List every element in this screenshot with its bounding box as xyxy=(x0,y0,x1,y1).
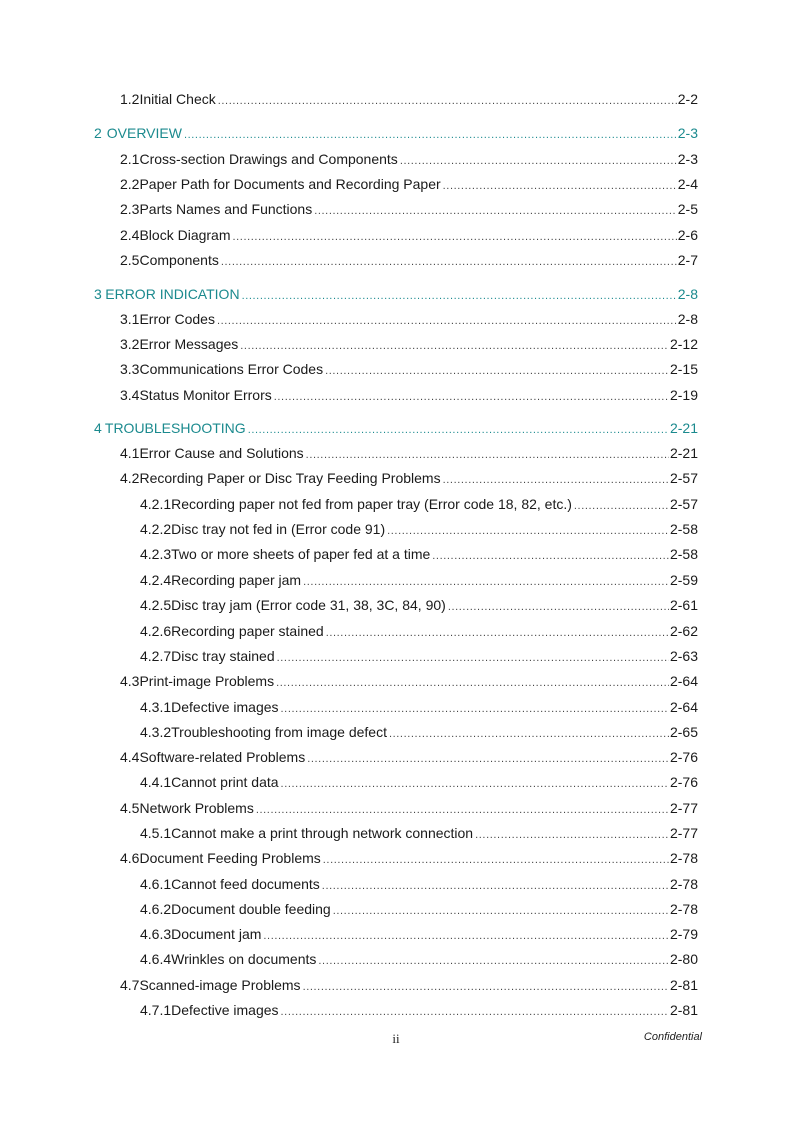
toc-entry-page: 2-12 xyxy=(669,336,698,352)
toc-entry-page: 2-15 xyxy=(669,361,698,377)
toc-entry[interactable] xyxy=(120,976,698,994)
confidential-label: Confidential xyxy=(643,1031,702,1043)
toc-entry-page: 2-3 xyxy=(677,125,698,141)
dot-leader xyxy=(333,902,669,920)
toc-entry[interactable] xyxy=(120,386,698,404)
toc-entry-number: 2.3 xyxy=(120,201,140,217)
dot-leader xyxy=(281,1003,669,1021)
toc-entry[interactable] xyxy=(120,849,698,867)
dot-leader xyxy=(242,287,677,305)
toc-entry[interactable] xyxy=(140,698,698,716)
toc-entry-page: 2-78 xyxy=(669,901,698,917)
dot-leader xyxy=(263,927,669,945)
toc-entry[interactable] xyxy=(120,335,698,353)
toc-entry[interactable] xyxy=(140,596,698,614)
toc-entry-title: Software-related Problems xyxy=(139,749,306,765)
dot-leader xyxy=(574,497,669,515)
toc-entry-number: 3 xyxy=(94,286,102,302)
toc-entry-page: 2-65 xyxy=(669,724,698,740)
toc-entry-title: Network Problems xyxy=(139,800,254,816)
toc-entry-title: Troubleshooting from image defect xyxy=(171,724,387,740)
toc-entry-number: 4.2.3 xyxy=(140,546,172,562)
toc-entry-number: 4.6.4 xyxy=(140,951,172,967)
toc-entry-number: 4.2.2 xyxy=(140,521,172,537)
toc-entry[interactable] xyxy=(140,950,698,968)
toc-entry-number: 4.4 xyxy=(120,749,140,765)
toc-entry-page: 2-4 xyxy=(677,176,698,192)
toc-entry-title: Wrinkles on documents xyxy=(171,951,317,967)
toc-entry-page: 2-21 xyxy=(669,445,698,461)
toc-entry-title: Parts Names and Functions xyxy=(139,201,313,217)
toc-entry-number: 4.2.6 xyxy=(140,623,172,639)
toc-entry-title: Error Cause and Solutions xyxy=(139,445,304,461)
toc-entry-title: Block Diagram xyxy=(139,227,231,243)
toc-entry-number: 4.2.1 xyxy=(140,496,172,512)
toc-entry[interactable] xyxy=(120,469,698,487)
dot-leader xyxy=(389,725,669,743)
toc-entry-title: Document jam xyxy=(171,926,262,942)
toc-entry-number: 4.6.3 xyxy=(140,926,172,942)
toc-entry-page: 2-78 xyxy=(669,876,698,892)
dot-leader xyxy=(307,750,669,768)
dot-leader xyxy=(240,337,669,355)
toc-entry-page: 2-21 xyxy=(669,420,698,436)
toc-entry-page: 2-77 xyxy=(669,825,698,841)
toc-entry-page: 2-8 xyxy=(677,286,698,302)
toc-entry-number: 4.6.2 xyxy=(140,901,172,917)
toc-entry-number: 3.4 xyxy=(120,387,140,403)
toc-chapter-entry[interactable] xyxy=(94,124,698,142)
toc-entry-page: 2-78 xyxy=(669,850,698,866)
toc-entry-title: Error Messages xyxy=(139,336,239,352)
toc-entry-title: Recording paper stained xyxy=(171,623,324,639)
toc-entry[interactable] xyxy=(120,672,698,690)
dot-leader xyxy=(318,952,669,970)
toc-entry-number: 4.2.7 xyxy=(140,648,172,664)
toc-entry[interactable] xyxy=(120,150,698,168)
toc-entry-number: 4 xyxy=(94,420,102,436)
toc-entry-number: 4.5.1 xyxy=(140,825,172,841)
toc-entry-number: 3.2 xyxy=(120,336,140,352)
toc-entry-title: Paper Path for Documents and Recording Paper xyxy=(139,176,441,192)
toc-entry-title: Error Codes xyxy=(139,311,215,327)
dot-leader xyxy=(387,522,669,540)
dot-leader xyxy=(233,228,677,246)
toc-entry[interactable] xyxy=(120,360,698,378)
dot-leader xyxy=(306,446,669,464)
toc-entry-page: 2-62 xyxy=(669,623,698,639)
dot-leader xyxy=(326,624,669,642)
dot-leader xyxy=(443,177,677,195)
toc-entry-title: Disc tray not fed in (Error code 91) xyxy=(171,521,386,537)
toc-entry-page: 2-7 xyxy=(677,252,698,268)
toc-entry[interactable] xyxy=(120,175,698,193)
toc-entry-number: 3.3 xyxy=(120,361,140,377)
dot-leader xyxy=(443,471,669,489)
dot-leader xyxy=(274,388,669,406)
toc-entry-page: 2-81 xyxy=(669,977,698,993)
toc-entry-page: 2-76 xyxy=(669,749,698,765)
toc-entry-title: OVERVIEW xyxy=(106,125,182,141)
toc-entry-page: 2-57 xyxy=(669,470,698,486)
toc-entry-title: Cross-section Drawings and Components xyxy=(139,151,398,167)
toc-entry-number: 4.2.4 xyxy=(140,572,172,588)
dot-leader xyxy=(448,598,669,616)
dot-leader xyxy=(184,126,677,144)
toc-entry-title: Scanned-image Problems xyxy=(139,977,301,993)
toc-entry[interactable] xyxy=(140,925,698,943)
toc-entry-number: 4.3 xyxy=(120,673,140,689)
toc-entry-title: Cannot feed documents xyxy=(171,876,320,892)
dot-leader xyxy=(475,826,669,844)
dot-leader xyxy=(256,801,669,819)
toc-entry-title: Components xyxy=(139,252,219,268)
toc-entry-number: 2.2 xyxy=(120,176,140,192)
toc-entry[interactable] xyxy=(140,900,698,918)
toc-entry-page: 2-80 xyxy=(669,951,698,967)
dot-leader xyxy=(322,877,669,895)
toc-entry[interactable] xyxy=(140,773,698,791)
toc-entry-page: 2-58 xyxy=(669,546,698,562)
toc-entry[interactable] xyxy=(120,444,698,462)
toc-entry[interactable] xyxy=(120,799,698,817)
toc-entry-title: Recording paper not fed from paper tray (Error code 18, 82, etc.) xyxy=(171,496,572,512)
dot-leader xyxy=(281,775,669,793)
toc-entry-page: 2-8 xyxy=(677,311,698,327)
toc-entry-page: 2-64 xyxy=(669,673,698,689)
toc-entry[interactable] xyxy=(120,748,698,766)
dot-leader xyxy=(248,421,669,439)
toc-entry-number: 1.2 xyxy=(120,91,140,107)
toc-entry-page: 2-64 xyxy=(669,699,698,715)
toc-entry-number: 4.3.1 xyxy=(140,699,172,715)
toc-entry-page: 2-63 xyxy=(669,648,698,664)
dot-leader xyxy=(277,649,669,667)
toc-entry[interactable] xyxy=(120,200,698,218)
dot-leader xyxy=(303,573,669,591)
toc-entry-page: 2-79 xyxy=(669,926,698,942)
dot-leader xyxy=(218,92,677,110)
dot-leader xyxy=(314,202,677,220)
toc-entry-title: Status Monitor Errors xyxy=(139,387,272,403)
page-number: ii xyxy=(392,1031,400,1046)
toc-entry[interactable] xyxy=(140,571,698,589)
toc-entry-number: 4.4.1 xyxy=(140,774,172,790)
toc-entry-title: Print-image Problems xyxy=(139,673,275,689)
toc-entry[interactable] xyxy=(140,723,698,741)
toc-entry[interactable] xyxy=(140,647,698,665)
toc-entry[interactable] xyxy=(140,495,698,513)
toc-entry-number: 2 xyxy=(94,125,102,141)
toc-entry-title: Disc tray jam (Error code 31, 38, 3C, 84, 90) xyxy=(171,597,446,613)
toc-entry-title: Defective images xyxy=(171,1002,279,1018)
toc-entry-number: 4.2 xyxy=(120,470,140,486)
toc-entry-number: 3.1 xyxy=(120,311,140,327)
toc-entry-page: 2-76 xyxy=(669,774,698,790)
toc-entry-page: 2-61 xyxy=(669,597,698,613)
toc-entry-number: 2.4 xyxy=(120,227,140,243)
toc-entry-title: Document double feeding xyxy=(171,901,331,917)
dot-leader xyxy=(400,152,677,170)
toc-entry-title: ERROR INDICATION xyxy=(105,286,240,302)
dot-leader xyxy=(221,253,677,271)
toc-chapter-entry[interactable] xyxy=(94,285,698,303)
dot-leader xyxy=(432,547,669,565)
toc-entry[interactable] xyxy=(120,310,698,328)
toc-entry-number: 4.7.1 xyxy=(140,1002,172,1018)
dot-leader xyxy=(323,851,669,869)
toc-entry-page: 2-57 xyxy=(669,496,698,512)
toc-entry-page: 2-77 xyxy=(669,800,698,816)
toc-entry-number: 2.5 xyxy=(120,252,140,268)
toc-entry[interactable] xyxy=(140,520,698,538)
toc-entry-page: 2-81 xyxy=(669,1002,698,1018)
toc-entry-page: 2-58 xyxy=(669,521,698,537)
toc-entry-title: Defective images xyxy=(171,699,279,715)
toc-entry-page: 2-59 xyxy=(669,572,698,588)
toc-entry-number: 4.6 xyxy=(120,850,140,866)
toc-entry-number: 4.6.1 xyxy=(140,876,172,892)
toc-entry[interactable] xyxy=(140,622,698,640)
toc-entry-title: Communications Error Codes xyxy=(139,361,324,377)
toc-entry-page: 2-6 xyxy=(677,227,698,243)
toc-entry[interactable] xyxy=(140,875,698,893)
toc-entry[interactable] xyxy=(120,251,698,269)
toc-entry-number: 2.1 xyxy=(120,151,140,167)
toc-entry-number: 4.2.5 xyxy=(140,597,172,613)
toc-entry-title: Cannot print data xyxy=(171,774,279,790)
toc-entry-title: Initial Check xyxy=(139,91,216,107)
toc-entry-page: 2-19 xyxy=(669,387,698,403)
dot-leader xyxy=(303,978,669,996)
toc-entry[interactable] xyxy=(140,545,698,563)
toc-entry-title: Disc tray stained xyxy=(171,648,275,664)
toc-entry-title: Two or more sheets of paper fed at a time xyxy=(171,546,431,562)
dot-leader xyxy=(217,312,677,330)
dot-leader xyxy=(281,700,669,718)
toc-entry-title: TROUBLESHOOTING xyxy=(104,420,246,436)
toc-entry-title: Recording paper jam xyxy=(171,572,302,588)
toc-entry-title: Document Feeding Problems xyxy=(139,850,321,866)
dot-leader xyxy=(325,362,669,380)
toc-entry-number: 4.5 xyxy=(120,800,140,816)
toc-entry[interactable] xyxy=(140,1001,698,1019)
toc-entry-page: 2-3 xyxy=(677,151,698,167)
dot-leader xyxy=(276,674,669,692)
toc-entry-title: Cannot make a print through network connection xyxy=(171,825,474,841)
toc-entry-number: 4.7 xyxy=(120,977,140,993)
toc-entry[interactable] xyxy=(120,90,698,108)
toc-entry-title: Recording Paper or Disc Tray Feeding Problems xyxy=(139,470,441,486)
toc-entry[interactable] xyxy=(120,226,698,244)
toc-entry-page: 2-2 xyxy=(677,91,698,107)
toc-chapter-entry[interactable] xyxy=(94,419,698,437)
toc-entry-number: 4.1 xyxy=(120,445,140,461)
toc-entry-number: 4.3.2 xyxy=(140,724,172,740)
toc-entry[interactable] xyxy=(140,824,698,842)
toc-entry-page: 2-5 xyxy=(677,201,698,217)
